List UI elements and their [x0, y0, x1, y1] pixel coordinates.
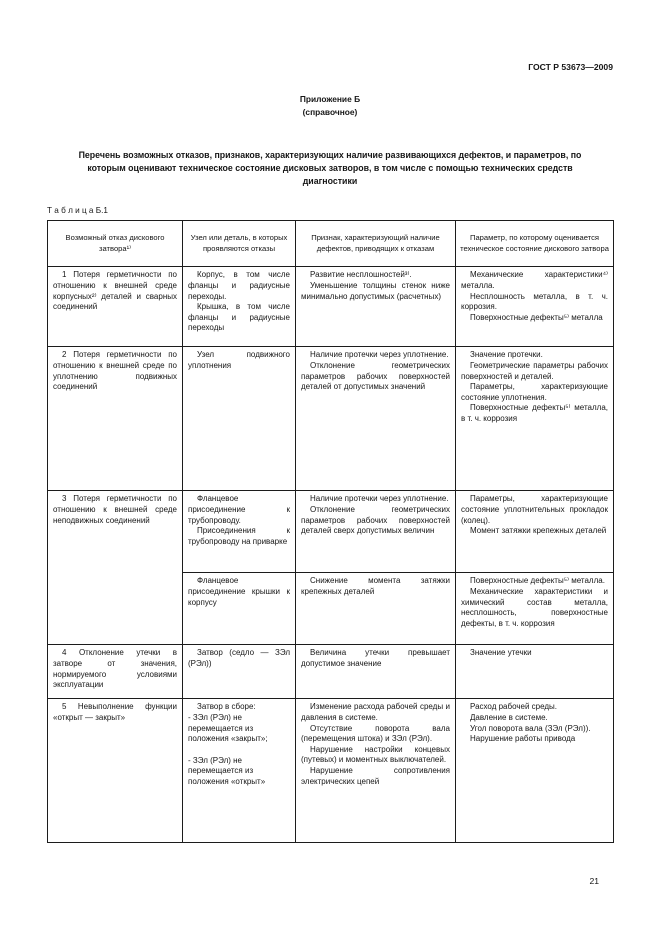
table-row [48, 267, 614, 347]
paragraph: Узел подвижного уплотнения [188, 350, 290, 370]
paragraph: Расход рабочей среды. [470, 702, 558, 712]
paragraph: - ЗЭл (РЭл) не перемещается из положения «открыт» [188, 755, 266, 787]
paragraph: Фланцевое присоединение к трубопроводу. [188, 494, 290, 525]
cell-r5-sign [296, 699, 456, 843]
header-unit: Узел или деталь, в которых проявляются отказы [183, 221, 296, 267]
paragraph: Нарушение сопротивления электрических цепей [301, 766, 450, 786]
paragraph: Поверхностные дефекты⁵⁾ металла, в т. ч. коррозия [461, 403, 608, 424]
cell-r1-unit [183, 267, 296, 347]
cell-r3b-parameter [456, 573, 614, 645]
paragraph: Величина утечки превышает допустимое значение [301, 648, 450, 668]
header-sign: Признак, характеризующий наличие дефектов, приводящих к отказам [296, 221, 456, 267]
paragraph: 4 Отклонение утечки в затворе от значения, нормируемого условиями эксплуатации [53, 648, 177, 690]
cell-r5-unit [183, 699, 296, 843]
paragraph: Наличие протечки через уплотнение. [310, 494, 449, 504]
appendix-title: Приложение Б [299, 94, 361, 104]
paragraph: Значение протечки. [470, 350, 543, 360]
paragraph: Поверхностные дефекты⁵⁾ металла [470, 312, 603, 322]
table-row [48, 645, 614, 699]
paragraph: Затвор в сборе: [197, 702, 256, 712]
paragraph: Крышка, в том числе фланцы и радиусные переходы [188, 302, 290, 333]
paragraph: Отклонение геометрических параметров рабочих поверхностей деталей сверх допустимых величин [301, 504, 450, 536]
paragraph: Угол поворота вала (ЗЭл (РЭл)). [470, 723, 591, 733]
table-row [48, 699, 614, 843]
cell-r4-parameter [456, 645, 614, 699]
paragraph: 5 Невыполнение функции «открыт — закрыт» [53, 702, 177, 722]
paragraph: Уменьшение толщины стенок ниже минимально допустимых (расчетных) [301, 280, 450, 301]
paragraph: Несплошность металла, в т. ч. коррозия. [461, 291, 608, 312]
table-row [48, 491, 614, 573]
appendix-heading [47, 93, 613, 119]
paragraph: Корпус, в том числе фланцы и радиусные переходы. [188, 270, 290, 301]
paragraph: Давление в системе. [470, 712, 548, 722]
paragraph: Изменение расхода рабочей среды и давления в системе. [301, 702, 450, 722]
paragraph: Затвор (седло — ЗЭл (РЭл)) [188, 648, 290, 668]
paragraph: Механические характеристики и химический состав металла, несплошность, поверхностные дефекты, в т. ч. коррозия [461, 586, 608, 628]
paragraph: - ЗЭл (РЭл) не перемещается из положения «закрыт»; [188, 712, 268, 744]
paragraph: 2 Потеря герметичности по отношению к внешней среде по уплотнению подвижных соединений [53, 350, 177, 392]
cell-r4-failure [48, 645, 183, 699]
cell-r1-failure [48, 267, 183, 347]
cell-r2-unit [183, 347, 296, 491]
paragraph: Развитие несплошностей³⁾. [310, 270, 412, 280]
cell-r2-parameter [456, 347, 614, 491]
paragraph: Фланцевое присоединение крышки к корпусу [188, 576, 290, 607]
cell-r2-failure [48, 347, 183, 491]
paragraph: Геометрические параметры рабочих поверхностей и деталей. [461, 360, 608, 381]
cell-r5-failure [48, 699, 183, 843]
cell-r1-parameter [456, 267, 614, 347]
cell-r3a-parameter [456, 491, 614, 573]
paragraph: Снижение момента затяжки крепежных деталей [301, 576, 450, 596]
page-title: Перечень возможных отказов, признаков, характеризующих наличие развивающихся дефектов, и параметров, по которым оценивают техническое состояние дисковых затворов, в том числе с помощью технических средств диагностики [78, 150, 582, 186]
document-code: ГОСТ Р 53673—2009 [528, 62, 613, 72]
cell-r3a-unit [183, 491, 296, 573]
appendix-subtitle: (справочное) [302, 107, 358, 118]
paragraph: Присоединения к трубопроводу на приварке [188, 526, 290, 546]
cell-r5-parameter [456, 699, 614, 843]
paragraph: Нарушение работы привода [470, 734, 576, 744]
failures-table [47, 220, 614, 843]
paragraph: Нарушение настройки концевых (путевых) и моментных выключателей. [301, 744, 450, 765]
paragraph: Механические характеристики⁴⁾ металла. [461, 270, 608, 290]
cell-r4-unit [183, 645, 296, 699]
paragraph: Отсутствие поворота вала (перемещения штока) и ЗЭл (РЭл). [301, 723, 450, 744]
paragraph: Поверхностные дефекты⁵⁾ металла. [470, 576, 605, 586]
cell-r3-failure [48, 491, 183, 645]
cell-r3a-sign [296, 491, 456, 573]
cell-r3b-unit [183, 573, 296, 645]
page-number: 21 [589, 876, 599, 886]
paragraph: Значение утечки [470, 648, 532, 658]
table-header-row [48, 221, 614, 267]
cell-r4-sign [296, 645, 456, 699]
cell-r2-sign [296, 347, 456, 491]
header-parameter: Параметр, по которому оценивается техническое состояние дискового затвора [456, 221, 614, 267]
cell-r1-sign [296, 267, 456, 347]
table-label: Т а б л и ц а Б.1 [47, 206, 108, 216]
paragraph: Момент затяжки крепежных деталей [470, 526, 607, 536]
table-row [48, 347, 614, 491]
cell-r3b-sign [296, 573, 456, 645]
paragraph: Параметры, характеризующие состояние уплотнения. [461, 382, 608, 402]
paragraph: Наличие протечки через уплотнение. [310, 350, 449, 360]
paragraph: 1 Потеря герметичности по отношению к внешней среде корпусных²⁾ деталей и сварных соединений [53, 270, 177, 312]
paragraph: Параметры, характеризующие состояние уплотнительных прокладок (колец). [461, 494, 608, 525]
header-failure: Возможный отказ дискового затвора¹⁾ [48, 221, 183, 267]
paragraph: 3 Потеря герметичности по отношению к внешней среде неподвижных соединений [53, 494, 177, 525]
paragraph: Отклонение геометрических параметров рабочих поверхностей деталей от допустимых значений [301, 360, 450, 392]
